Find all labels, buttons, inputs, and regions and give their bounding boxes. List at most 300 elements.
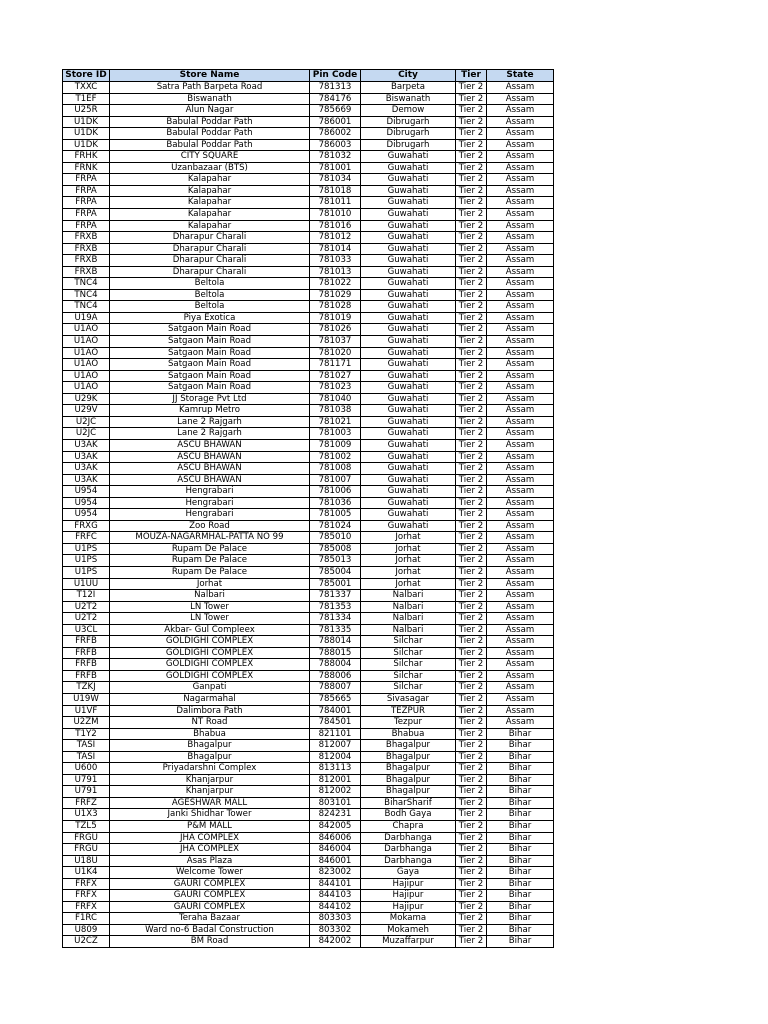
pin-code-cell: 785004 [310, 566, 361, 578]
store-id-cell: U2ZM [63, 717, 110, 729]
pin-code-cell: 781032 [310, 151, 361, 163]
tier-cell: Tier 2 [456, 382, 487, 394]
tier-cell: Tier 2 [456, 509, 487, 521]
pin-code-cell: 785008 [310, 543, 361, 555]
state-cell: Assam [487, 93, 554, 105]
store-id-cell: U954 [63, 497, 110, 509]
state-cell: Bihar [487, 913, 554, 925]
city-cell: Guwahati [361, 151, 456, 163]
tier-cell: Tier 2 [456, 901, 487, 913]
store-id-cell: FRPA [63, 209, 110, 221]
table-row [63, 740, 554, 752]
state-cell: Assam [487, 705, 554, 717]
state-cell: Assam [487, 336, 554, 348]
table-row [63, 578, 554, 590]
pin-code-cell: 846004 [310, 844, 361, 856]
state-cell: Bihar [487, 821, 554, 833]
store-name-cell: Alun Nagar [110, 105, 310, 117]
header-row [63, 70, 554, 82]
state-cell: Assam [487, 566, 554, 578]
table-row [63, 659, 554, 671]
tier-cell: Tier 2 [456, 555, 487, 567]
pin-code-cell: 781029 [310, 289, 361, 301]
city-cell: Jorhat [361, 532, 456, 544]
store-id-cell: TXXC [63, 82, 110, 94]
pin-code-cell: 781008 [310, 463, 361, 475]
pin-code-cell: 781007 [310, 474, 361, 486]
store-name-cell: CITY SQUARE [110, 151, 310, 163]
pin-code-cell: 781019 [310, 312, 361, 324]
city-cell: Guwahati [361, 255, 456, 267]
store-id-cell: TASI [63, 740, 110, 752]
pin-code-cell: 842002 [310, 936, 361, 948]
pin-code-cell: 844101 [310, 878, 361, 890]
state-cell: Bihar [487, 844, 554, 856]
city-cell: Nalbari [361, 590, 456, 602]
pin-code-cell: 781334 [310, 613, 361, 625]
store-id-cell: FRFX [63, 890, 110, 902]
store-name-cell: Khanjarpur [110, 774, 310, 786]
store-name-cell: Satgaon Main Road [110, 359, 310, 371]
store-name-cell: Dharapur Charali [110, 255, 310, 267]
state-cell: Assam [487, 359, 554, 371]
city-cell: Guwahati [361, 185, 456, 197]
store-name-cell: ASCU BHAWAN [110, 463, 310, 475]
table-row [63, 301, 554, 313]
city-cell: Bhagalpur [361, 751, 456, 763]
state-cell: Assam [487, 601, 554, 613]
pin-code-cell: 784001 [310, 705, 361, 717]
tier-cell: Tier 2 [456, 809, 487, 821]
city-cell: Biswanath [361, 93, 456, 105]
table-row [63, 901, 554, 913]
tier-cell: Tier 2 [456, 324, 487, 336]
tier-cell: Tier 2 [456, 105, 487, 117]
city-cell: Silchar [361, 670, 456, 682]
state-cell: Bihar [487, 809, 554, 821]
pin-code-cell: 781353 [310, 601, 361, 613]
table-row [63, 832, 554, 844]
header-city: City [361, 70, 456, 82]
table-row [63, 220, 554, 232]
table-row [63, 774, 554, 786]
city-cell: Silchar [361, 636, 456, 648]
state-cell: Assam [487, 116, 554, 128]
store-id-cell: U3AK [63, 451, 110, 463]
table-row [63, 312, 554, 324]
store-name-cell: LN Tower [110, 601, 310, 613]
table-row [63, 255, 554, 267]
store-id-cell: U1PS [63, 555, 110, 567]
tier-cell: Tier 2 [456, 867, 487, 879]
city-cell: Guwahati [361, 463, 456, 475]
table-row [63, 451, 554, 463]
state-cell: Assam [487, 347, 554, 359]
pin-code-cell: 786003 [310, 139, 361, 151]
store-name-cell: GOLDIGHI COMPLEX [110, 670, 310, 682]
state-cell: Assam [487, 543, 554, 555]
table-row [63, 717, 554, 729]
city-cell: Guwahati [361, 497, 456, 509]
store-name-cell: Satgaon Main Road [110, 347, 310, 359]
store-name-cell: GOLDIGHI COMPLEX [110, 636, 310, 648]
tier-cell: Tier 2 [456, 774, 487, 786]
state-cell: Assam [487, 428, 554, 440]
store-id-cell: FRXB [63, 266, 110, 278]
table-row [63, 520, 554, 532]
state-cell: Bihar [487, 901, 554, 913]
store-id-cell: U1PS [63, 543, 110, 555]
pin-code-cell: 781026 [310, 324, 361, 336]
store-name-cell: Piya Exotica [110, 312, 310, 324]
store-id-cell: U19A [63, 312, 110, 324]
store-name-cell: Kalapahar [110, 197, 310, 209]
store-name-cell: Welcome Tower [110, 867, 310, 879]
table-row [63, 347, 554, 359]
tier-cell: Tier 2 [456, 451, 487, 463]
state-cell: Assam [487, 693, 554, 705]
store-id-cell: U1UU [63, 578, 110, 590]
city-cell: Guwahati [361, 370, 456, 382]
city-cell: Dibrugarh [361, 116, 456, 128]
state-cell: Assam [487, 497, 554, 509]
store-name-cell: Nagarmahal [110, 693, 310, 705]
store-name-cell: GAURI COMPLEX [110, 878, 310, 890]
store-name-cell: Lane 2 Rajgarh [110, 428, 310, 440]
state-cell: Assam [487, 590, 554, 602]
pin-code-cell: 803303 [310, 913, 361, 925]
store-name-cell: Satra Path Barpeta Road [110, 82, 310, 94]
table-row [63, 543, 554, 555]
city-cell: Bhagalpur [361, 774, 456, 786]
table-row [63, 405, 554, 417]
city-cell: Darbhanga [361, 844, 456, 856]
tier-cell: Tier 2 [456, 832, 487, 844]
pin-code-cell: 781001 [310, 162, 361, 174]
store-id-cell: FRPA [63, 220, 110, 232]
store-name-cell: Teraha Bazaar [110, 913, 310, 925]
table-header [63, 70, 554, 82]
table-row [63, 139, 554, 151]
store-id-cell: U29K [63, 393, 110, 405]
city-cell: Guwahati [361, 416, 456, 428]
pin-code-cell: 781037 [310, 336, 361, 348]
store-id-cell: F1RC [63, 913, 110, 925]
tier-cell: Tier 2 [456, 347, 487, 359]
tier-cell: Tier 2 [456, 162, 487, 174]
city-cell: Hajipur [361, 878, 456, 890]
tier-cell: Tier 2 [456, 255, 487, 267]
state-cell: Assam [487, 624, 554, 636]
table-row [63, 359, 554, 371]
store-name-cell: ASCU BHAWAN [110, 451, 310, 463]
state-cell: Bihar [487, 936, 554, 948]
city-cell: Guwahati [361, 336, 456, 348]
pin-code-cell: 781024 [310, 520, 361, 532]
store-name-cell: Bhagalpur [110, 751, 310, 763]
table-row [63, 797, 554, 809]
store-id-cell: FRFB [63, 647, 110, 659]
city-cell: Guwahati [361, 220, 456, 232]
tier-cell: Tier 2 [456, 428, 487, 440]
state-cell: Bihar [487, 832, 554, 844]
tier-cell: Tier 2 [456, 613, 487, 625]
city-cell: Guwahati [361, 520, 456, 532]
state-cell: Assam [487, 185, 554, 197]
table-row [63, 289, 554, 301]
state-cell: Assam [487, 197, 554, 209]
city-cell: Guwahati [361, 474, 456, 486]
table-row [63, 82, 554, 94]
tier-cell: Tier 2 [456, 359, 487, 371]
store-name-cell: Ward no-6 Badal Construction [110, 924, 310, 936]
store-name-cell: JJ Storage Pvt Ltd [110, 393, 310, 405]
state-cell: Bihar [487, 786, 554, 798]
table-row [63, 786, 554, 798]
tier-cell: Tier 2 [456, 763, 487, 775]
store-name-cell: Rupam De Palace [110, 543, 310, 555]
city-cell: Gaya [361, 867, 456, 879]
tier-cell: Tier 2 [456, 486, 487, 498]
pin-code-cell: 781023 [310, 382, 361, 394]
city-cell: Darbhanga [361, 855, 456, 867]
state-cell: Assam [487, 659, 554, 671]
tier-cell: Tier 2 [456, 624, 487, 636]
store-id-cell: FRFC [63, 532, 110, 544]
pin-code-cell: 781040 [310, 393, 361, 405]
store-id-cell: U1AO [63, 382, 110, 394]
tier-cell: Tier 2 [456, 174, 487, 186]
city-cell: Jorhat [361, 578, 456, 590]
state-cell: Assam [487, 474, 554, 486]
store-name-cell: Akbar- Gul Compleex [110, 624, 310, 636]
state-cell: Assam [487, 682, 554, 694]
store-id-cell: U3AK [63, 463, 110, 475]
city-cell: Bhagalpur [361, 763, 456, 775]
tier-cell: Tier 2 [456, 439, 487, 451]
store-name-cell: Lane 2 Rajgarh [110, 416, 310, 428]
pin-code-cell: 781335 [310, 624, 361, 636]
table-row [63, 763, 554, 775]
store-id-cell: U1VF [63, 705, 110, 717]
table-row [63, 370, 554, 382]
city-cell: Dibrugarh [361, 128, 456, 140]
store-id-cell: FRXB [63, 232, 110, 244]
pin-code-cell: 788004 [310, 659, 361, 671]
store-name-cell: Hengrabari [110, 497, 310, 509]
pin-code-cell: 781012 [310, 232, 361, 244]
tier-cell: Tier 2 [456, 370, 487, 382]
store-name-cell: Dharapur Charali [110, 266, 310, 278]
store-table [62, 69, 554, 948]
city-cell: TEZPUR [361, 705, 456, 717]
pin-code-cell: 788006 [310, 670, 361, 682]
table-row [63, 266, 554, 278]
state-cell: Bihar [487, 774, 554, 786]
city-cell: Guwahati [361, 266, 456, 278]
city-cell: Barpeta [361, 82, 456, 94]
store-id-cell: U1PS [63, 566, 110, 578]
store-name-cell: Uzanbazaar (BTS) [110, 162, 310, 174]
city-cell: Guwahati [361, 382, 456, 394]
tier-cell: Tier 2 [456, 590, 487, 602]
tier-cell: Tier 2 [456, 243, 487, 255]
store-name-cell: Dharapur Charali [110, 243, 310, 255]
store-name-cell: Kamrup Metro [110, 405, 310, 417]
city-cell: Dibrugarh [361, 139, 456, 151]
state-cell: Assam [487, 463, 554, 475]
city-cell: Silchar [361, 682, 456, 694]
state-cell: Assam [487, 393, 554, 405]
state-cell: Assam [487, 532, 554, 544]
pin-code-cell: 784176 [310, 93, 361, 105]
table-row [63, 913, 554, 925]
city-cell: Guwahati [361, 393, 456, 405]
table-row [63, 705, 554, 717]
pin-code-cell: 844102 [310, 901, 361, 913]
table-row [63, 209, 554, 221]
state-cell: Assam [487, 301, 554, 313]
table-body [63, 82, 554, 948]
tier-cell: Tier 2 [456, 278, 487, 290]
state-cell: Assam [487, 382, 554, 394]
pin-code-cell: 781011 [310, 197, 361, 209]
city-cell: Guwahati [361, 232, 456, 244]
store-id-cell: U1AO [63, 359, 110, 371]
store-id-cell: FRPA [63, 197, 110, 209]
tier-cell: Tier 2 [456, 209, 487, 221]
tier-cell: Tier 2 [456, 532, 487, 544]
table-row [63, 601, 554, 613]
pin-code-cell: 781018 [310, 185, 361, 197]
store-id-cell: U3CL [63, 624, 110, 636]
pin-code-cell: 842005 [310, 821, 361, 833]
tier-cell: Tier 2 [456, 705, 487, 717]
tier-cell: Tier 2 [456, 185, 487, 197]
state-cell: Assam [487, 209, 554, 221]
tier-cell: Tier 2 [456, 497, 487, 509]
state-cell: Assam [487, 278, 554, 290]
city-cell: Jorhat [361, 555, 456, 567]
city-cell: Nalbari [361, 613, 456, 625]
city-cell: Guwahati [361, 312, 456, 324]
table-row [63, 486, 554, 498]
pin-code-cell: 781006 [310, 486, 361, 498]
pin-code-cell: 781003 [310, 428, 361, 440]
state-cell: Assam [487, 439, 554, 451]
pin-code-cell: 785013 [310, 555, 361, 567]
store-name-cell: Jorhat [110, 578, 310, 590]
store-name-cell: Kalapahar [110, 220, 310, 232]
tier-cell: Tier 2 [456, 844, 487, 856]
tier-cell: Tier 2 [456, 232, 487, 244]
tier-cell: Tier 2 [456, 890, 487, 902]
table-row [63, 566, 554, 578]
store-name-cell: Bhabua [110, 728, 310, 740]
store-name-cell: Khanjarpur [110, 786, 310, 798]
state-cell: Assam [487, 105, 554, 117]
tier-cell: Tier 2 [456, 393, 487, 405]
table-row [63, 105, 554, 117]
store-id-cell: U2JC [63, 416, 110, 428]
city-cell: Chapra [361, 821, 456, 833]
store-id-cell: U19W [63, 693, 110, 705]
store-id-cell: U1AO [63, 324, 110, 336]
store-name-cell: Bhagalpur [110, 740, 310, 752]
city-cell: Bhagalpur [361, 786, 456, 798]
table-row [63, 324, 554, 336]
pin-code-cell: 781010 [310, 209, 361, 221]
city-cell: Jorhat [361, 566, 456, 578]
state-cell: Assam [487, 416, 554, 428]
city-cell: Guwahati [361, 509, 456, 521]
store-id-cell: FRPA [63, 174, 110, 186]
table-row [63, 890, 554, 902]
city-cell: Guwahati [361, 162, 456, 174]
pin-code-cell: 781022 [310, 278, 361, 290]
store-name-cell: NT Road [110, 717, 310, 729]
store-name-cell: Kalapahar [110, 209, 310, 221]
pin-code-cell: 844103 [310, 890, 361, 902]
state-cell: Assam [487, 232, 554, 244]
city-cell: Guwahati [361, 405, 456, 417]
tier-cell: Tier 2 [456, 601, 487, 613]
pin-code-cell: 781337 [310, 590, 361, 602]
store-name-cell: Biswanath [110, 93, 310, 105]
tier-cell: Tier 2 [456, 913, 487, 925]
store-name-cell: Kalapahar [110, 185, 310, 197]
state-cell: Bihar [487, 855, 554, 867]
tier-cell: Tier 2 [456, 266, 487, 278]
table-row [63, 624, 554, 636]
store-name-cell: LN Tower [110, 613, 310, 625]
table-row [63, 670, 554, 682]
pin-code-cell: 788007 [310, 682, 361, 694]
state-cell: Assam [487, 162, 554, 174]
table-row [63, 439, 554, 451]
store-id-cell: U809 [63, 924, 110, 936]
table-row [63, 497, 554, 509]
table-row [63, 590, 554, 602]
state-cell: Assam [487, 139, 554, 151]
pin-code-cell: 781009 [310, 439, 361, 451]
tier-cell: Tier 2 [456, 416, 487, 428]
city-cell: Guwahati [361, 486, 456, 498]
store-id-cell: FRFB [63, 636, 110, 648]
store-name-cell: Dharapur Charali [110, 232, 310, 244]
tier-cell: Tier 2 [456, 659, 487, 671]
store-name-cell: Satgaon Main Road [110, 370, 310, 382]
state-cell: Assam [487, 520, 554, 532]
tier-cell: Tier 2 [456, 670, 487, 682]
state-cell: Assam [487, 289, 554, 301]
store-name-cell: GAURI COMPLEX [110, 901, 310, 913]
tier-cell: Tier 2 [456, 93, 487, 105]
table-row [63, 532, 554, 544]
city-cell: Guwahati [361, 428, 456, 440]
store-name-cell: ASCU BHAWAN [110, 439, 310, 451]
tier-cell: Tier 2 [456, 289, 487, 301]
state-cell: Assam [487, 405, 554, 417]
state-cell: Assam [487, 509, 554, 521]
pin-code-cell: 781036 [310, 497, 361, 509]
city-cell: Guwahati [361, 451, 456, 463]
store-id-cell: U791 [63, 786, 110, 798]
city-cell: Mokama [361, 913, 456, 925]
tier-cell: Tier 2 [456, 936, 487, 948]
header-state: State [487, 70, 554, 82]
store-name-cell: Hengrabari [110, 486, 310, 498]
